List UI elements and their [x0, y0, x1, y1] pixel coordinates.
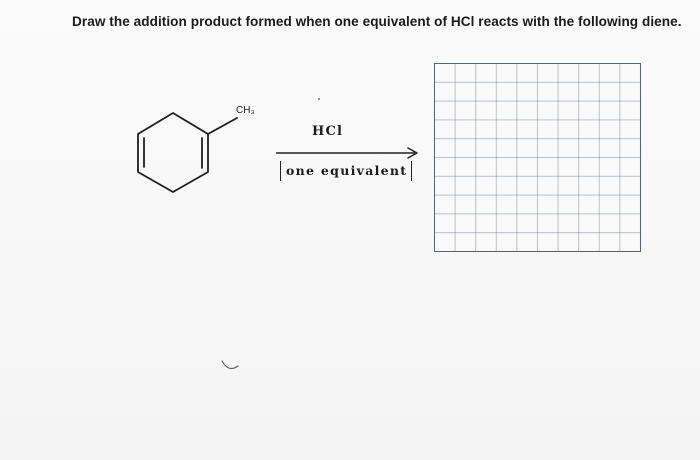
reaction-condition-label: one equivalent [280, 161, 412, 181]
reagent-label: HCl [312, 124, 344, 139]
speck-mark [318, 98, 320, 100]
answer-drawing-grid[interactable] [434, 63, 641, 252]
cursor-mark-icon [220, 358, 242, 374]
methyl-label: CH₃ [236, 105, 255, 116]
question-text: Draw the addition product formed when one equivalent of HCl reacts with the following diene. [72, 14, 682, 29]
